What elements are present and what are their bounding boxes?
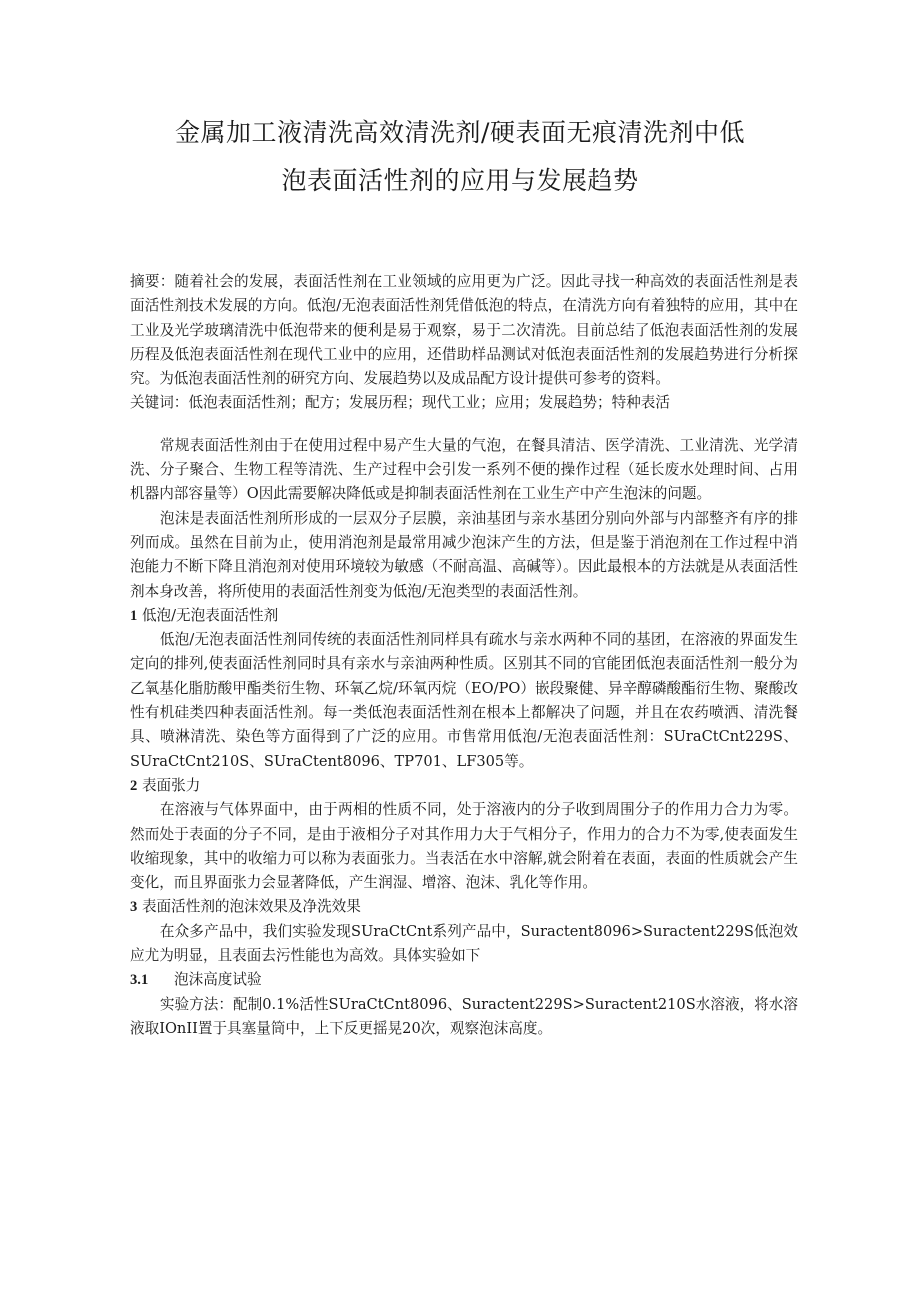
section-1-heading <box>130 604 798 628</box>
intro-paragraph-1: 常规表面活性剂由于在使用过程中易产生大量的气泡，在餐具清洁、医学清洗、工业清洗、光学清洗、分子聚合、生物工程等清洗、生产过程中会引发一系列不便的操作过程（延长废水处理时间、占用机器内部容量等）O因此需要解决降低或是抑制表面活性剂在工业生产中产生泡沫的问题。 <box>130 436 798 503</box>
subsection-3-1-title: 泡沫高度试验 <box>174 971 262 989</box>
section-2-number: 2 <box>130 777 138 794</box>
subsection-3-1-number: 3.1 <box>130 972 149 989</box>
abstract: 摘要：随着社会的发展，表面活性剂在工业领域的应用更为广泛。因此寻找一种高效的表面活性剂是表面活性剂技术发展的方向。低泡/无泡表面活性剂凭借低泡的特点，在清洗方向有着独特的应用，其中在工业及光学玻璃清洗中低泡带来的便利是易于观察，易于二次清洗。目前总结了低泡表面活性剂的发展历程及低泡表面活性剂在现代工业中的应用，还借助样品测试对低泡表面活性剂的发展趋势进行分析探究。为低泡表面活性剂的研究方向、发展趋势以及成品配方设计提供可参考的资料。 <box>130 273 798 388</box>
keywords: 关键词：低泡表面活性剂；配方；发展历程；现代工业；应用；发展趋势；特种表活 <box>130 394 670 412</box>
title-line-2: 泡表面活性剂的应用与发展趋势 <box>281 166 639 195</box>
subsection-3-1-heading <box>130 968 798 992</box>
section-3-heading <box>130 895 798 919</box>
section-2-paragraph: 在溶液与气体界面中，由于两相的性质不同，处于溶液内的分子收到周围分子的作用力合力为零。然而处于表面的分子不同，是由于液相分子对其作用力大于气相分子，作用力的合力不为零,使表面发生收缩现象，其中的收缩力可以称为表面张力。当表活在水中溶解,就会附着在表面，表面的性质就会产生变化，而且界面张力会显著降低，产生润湿、增溶、泡沫、乳化等作用。 <box>130 801 798 892</box>
spacer <box>130 416 798 434</box>
section-1-number: 1 <box>130 607 138 624</box>
subsection-3-1-paragraph: 实验方法：配制0.1%活性SUraCtCnt8096、Suractent229S>Suractent210S水溶液，将水溶液取IOnII置于具塞量筒中，上下反更摇晃20次，观察泡沫高度。 <box>130 995 798 1037</box>
section-2-heading <box>130 774 798 798</box>
section-1-paragraph: 低泡/无泡表面活性剂同传统的表面活性剂同样具有疏水与亲水两种不同的基团，在溶液的界面发生定向的排列,使表面活性剂同时具有亲水与亲油两种性质。区别其不同的官能团低泡表面活性剂一般分为乙氧基化脂肪酸甲酯类衍生物、环氧乙烷/环氧丙烷（EO/PO）嵌段聚健、异辛醇磷酸酯衍生物、聚酸改性有机硅类四种表面活性剂。每一类低泡表面活性剂在根本上都解决了问题，并且在农药喷洒、清洗餐具、喷淋清洗、染色等方面得到了广泛的应用。市售常用低泡/无泡表面活性剂：SUraCtCnt229S、SUraCtCnt210S、SUraCtent8096、TP701、LF305等。 <box>130 631 798 770</box>
intro-paragraph-2: 泡沫是表面活性剂所形成的一层双分子层膜，亲油基团与亲水基团分别向外部与内部整齐有序的排列而成。虽然在目前为止，使用消泡剂是最常用减少泡沫产生的方法，但是鉴于消泡剂在工作过程中消泡能力不断下降且消泡剂对使用环境较为敏感（不耐高温、高碱等）。因此最根本的方法就是从表面活性剂本身改善，将所使用的表面活性剂变为低泡/无泡类型的表面活性剂。 <box>130 509 798 600</box>
section-3-number: 3 <box>130 899 138 916</box>
title-line-1: 金属加工液清洗高效清洗剂/硬表面无痕清洗剂中低 <box>175 118 745 147</box>
section-3-paragraph: 在众多产品中，我们实验发现SUraCtCnt系列产品中，Suractent8096>Suractent229S低泡效应尤为明显，且表面去污性能也为高效。具体实验如下 <box>130 922 798 965</box>
section-3-title: 表面活性剂的泡沫效果及净洗效果 <box>141 898 361 916</box>
section-2-title: 表面张力 <box>141 776 201 794</box>
document-body <box>130 270 798 1041</box>
section-1-title: 低泡/无泡表面活性剂 <box>141 606 279 624</box>
